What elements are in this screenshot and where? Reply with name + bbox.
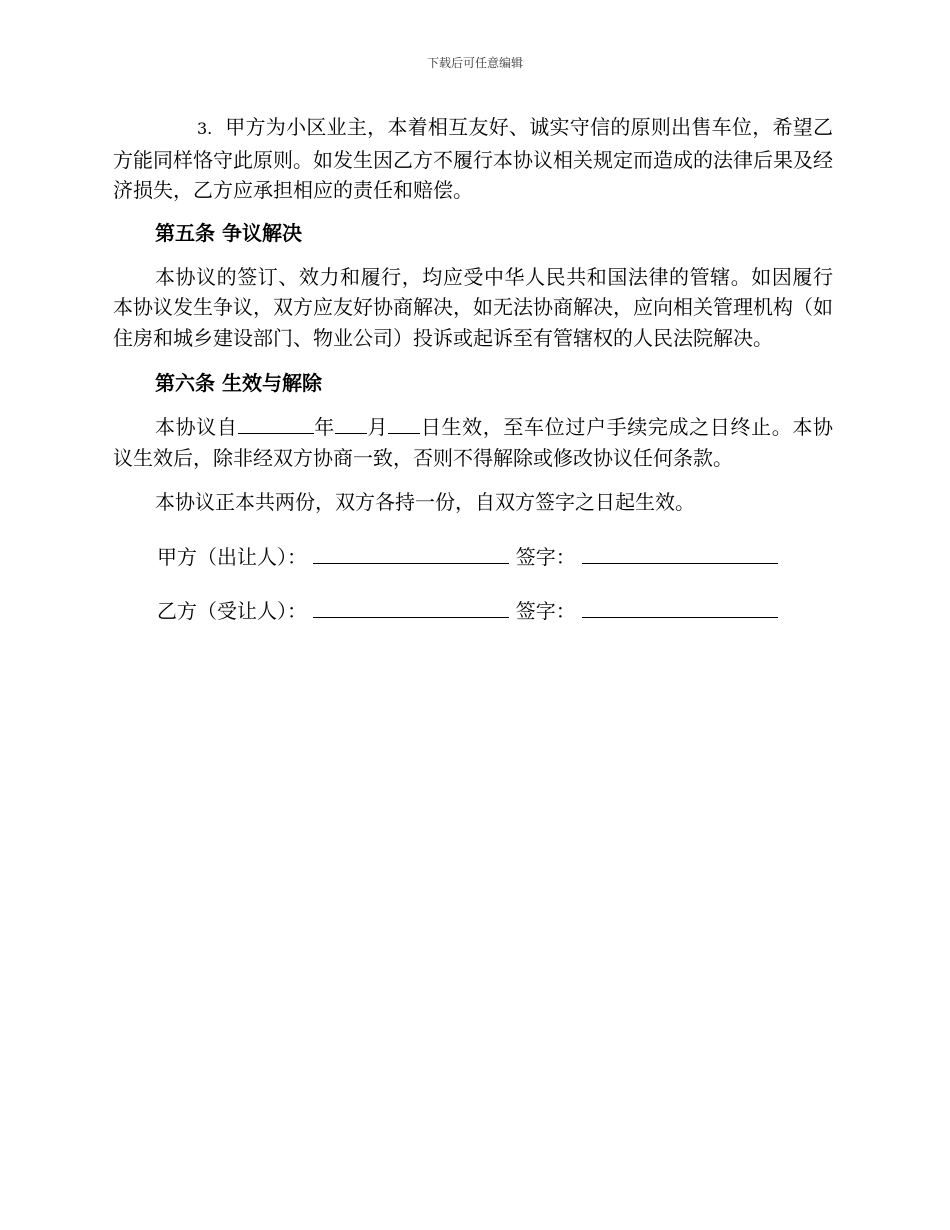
section-6-heading: 第六条 生效与解除 — [155, 371, 322, 395]
effective-suffix: 日生效，至车位过户手续完成之日终止。本协议生效后，除非经双方协商一致，否则不得解除或修改协议任何条款。 — [113, 415, 834, 470]
copies-paragraph: 本协议正本共两份，双方各持一份，自双方签字之日起生效。 — [155, 490, 695, 514]
party-b-sign-label: 签字： — [515, 598, 576, 623]
section-5-heading: 第五条 争议解决 — [155, 220, 302, 245]
effective-prefix: 本协议自 — [155, 415, 238, 439]
party-b-label: 乙方（受让人）： — [157, 598, 307, 623]
page-header: 下载后可任意编辑 — [426, 56, 523, 70]
clause-3-text: 甲方为小区业主，本着相互友好、诚实守信的原则出售车位，希望乙方能同样恪守此原则。如发生因乙方不履行本协议相关规定而造成的法律后果及经济损失，乙方应承担相应的责任和赔偿。 — [113, 115, 833, 202]
section-5-paragraph: 本协议的签订、效力和履行，均应受中华人民共和国法律的管辖。如因履行本协议发生争议，双方应友好协商解决，如无法协商解决，应向相关管理机构（如住房和城乡建设部门、物业公司）投诉或起诉至有管辖权的人民法院解决。 — [113, 264, 833, 350]
party-a-name-line[interactable] — [313, 543, 509, 564]
party-a-signature-line[interactable] — [582, 543, 778, 564]
clause-3-paragraph — [113, 112, 833, 206]
party-b-name-line[interactable] — [313, 597, 509, 618]
party-a-signature-row — [113, 542, 833, 572]
party-a-sign-label: 签字： — [515, 544, 576, 569]
year-blank[interactable] — [238, 413, 314, 434]
month-label: 月 — [366, 415, 389, 439]
party-b-signature-line[interactable] — [582, 597, 778, 618]
section-6-effective-paragraph — [113, 412, 833, 473]
party-a-label: 甲方（出让人）： — [157, 544, 307, 569]
document-body — [113, 112, 833, 626]
clause-3-number: 3. — [197, 119, 213, 138]
year-label: 年 — [313, 415, 335, 439]
day-blank[interactable] — [388, 413, 420, 434]
party-b-signature-row — [113, 596, 833, 626]
month-blank[interactable] — [335, 413, 367, 434]
